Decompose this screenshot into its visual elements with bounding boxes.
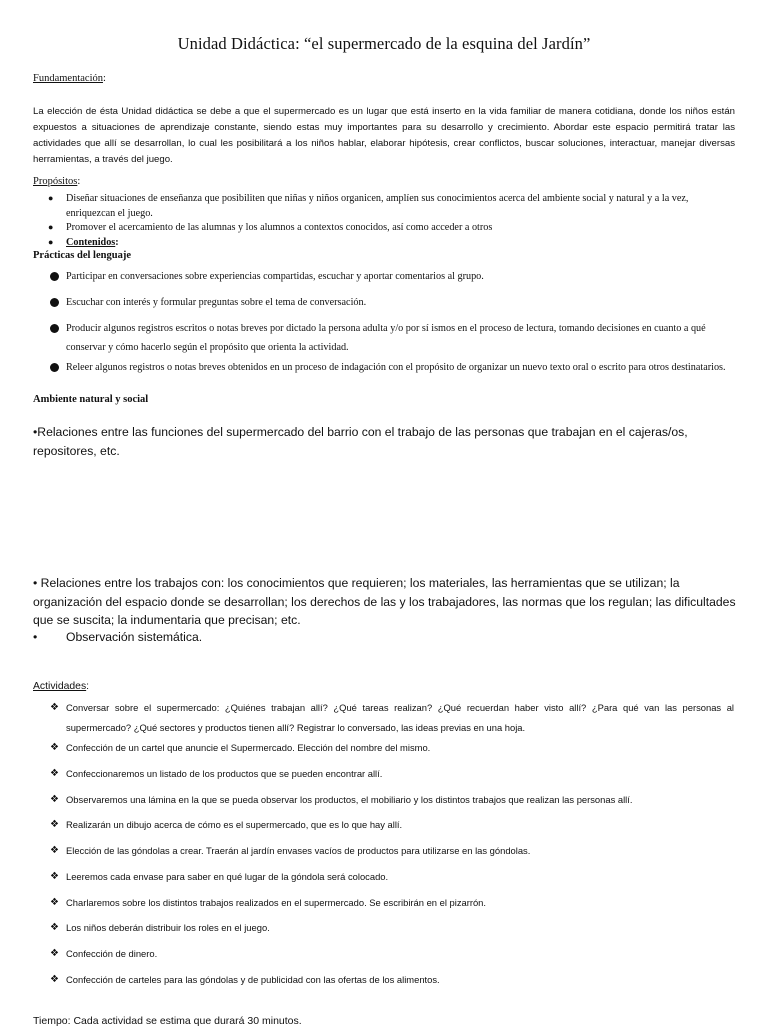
actividades-label — [33, 681, 89, 692]
bullet-icon: ● — [48, 222, 54, 232]
bullet-icon — [50, 272, 59, 281]
practica-item-text: Escuchar con interés y formular preguntas sobre el tema de conversación. — [66, 297, 367, 308]
diamond-bullet-icon: ❖ — [50, 922, 59, 933]
diamond-bullet-icon: ❖ — [50, 897, 59, 908]
document-title: Unidad Didáctica: “el supermercado de la esquina del Jardín” — [177, 34, 591, 53]
practica-item-text: Participar en conversaciones sobre experiencias compartidas, escuchar y aportar comentarios al grupo. — [66, 271, 484, 282]
propositos-label-text: Propósitos — [33, 176, 78, 187]
tiempo-text: Tiempo: Cada actividad se estima que durará 30 minutos. — [33, 1015, 302, 1027]
ambiente-paragraph-1: •Relaciones entre las funciones del supermercado del barrio con el trabajo de las personas que trabajan en el cajeras/os, repositores, etc. — [33, 425, 688, 458]
actividad-item-text: Confección de dinero. — [66, 948, 158, 959]
fundamentacion-label — [33, 73, 106, 84]
bullet-icon: • — [33, 630, 38, 644]
proposito-item-text: Promover el acercamiento de las alumnas y los alumnos a contextos conocidos, así como acceder a otros — [66, 222, 493, 233]
actividad-item-text: Leeremos cada envase para saber en qué lugar de la góndola será colocado. — [66, 871, 389, 882]
ambiente-heading: Ambiente natural y social — [33, 394, 149, 405]
diamond-bullet-icon: ❖ — [50, 768, 59, 779]
actividad-item-text: Confección de carteles para las góndolas y de publicidad con las ofertas de los alimentos. — [66, 974, 440, 985]
diamond-bullet-icon: ❖ — [50, 742, 59, 753]
propositos-label — [33, 176, 80, 187]
actividad-item-text: Los niños deberán distribuir los roles en el juego. — [66, 922, 270, 933]
actividades-label-text: Actividades — [33, 681, 87, 692]
actividad-item-text: Confeccionaremos un listado de los productos que se pueden encontrar allí. — [66, 768, 383, 779]
actividad-item-text: Conversar sobre el supermercado: ¿Quiénes trabajan allí? ¿Qué tareas realizan? ¿Qué recuerdan haber visto allí? ¿Para qué van las personas al supermercado? ¿Qué sectores y productos tienen allí? Registrar lo conversado, las ideas previas en una hoja. — [66, 702, 734, 733]
contenidos-label-text: Contenidos — [66, 237, 116, 248]
practica-item-text: Producir algunos registros escritos o notas breves por dictado la persona adulta y/o por sí ismos en el proceso de lectura, tomando decisiones en cuanto a qué conservar y cómo hacerlo según el propósito que orienta la actividad. — [66, 323, 706, 353]
bullet-icon — [50, 324, 59, 333]
bullet-icon: ● — [48, 193, 54, 203]
diamond-bullet-icon: ❖ — [50, 974, 59, 985]
fundamentacion-colon: : — [102, 73, 106, 84]
diamond-bullet-icon: ❖ — [50, 871, 59, 882]
bullet-icon: ● — [48, 237, 54, 247]
diamond-bullet-icon: ❖ — [50, 948, 59, 959]
practicas-heading: Prácticas del lenguaje — [33, 250, 131, 261]
contenidos-label — [66, 235, 738, 250]
diamond-bullet-icon: ❖ — [50, 702, 59, 713]
bullet-icon — [50, 363, 59, 372]
actividad-item-text: Elección de las góndolas a crear. Traerán al jardín envases vacíos de productos para utilizarse en las góndolas. — [66, 845, 531, 856]
diamond-bullet-icon: ❖ — [50, 845, 59, 856]
diamond-bullet-icon: ❖ — [50, 819, 59, 830]
actividad-item-text: Charlaremos sobre los distintos trabajos realizados en el supermercado. Se escribirán en el pizarrón. — [66, 897, 486, 908]
bullet-icon — [50, 298, 59, 307]
fundamentacion-label-text: Fundamentación — [33, 73, 103, 84]
proposito-item-text: Diseñar situaciones de enseñanza que posibiliten que niñas y niños organicen, amplíen sus conocimientos acerca del ambiente social y natural y a la vez, enriquezcan el juego. — [66, 193, 689, 219]
contenidos-colon: : — [115, 237, 119, 248]
ambiente-paragraph-3-text: Observación sistemática. — [66, 630, 203, 644]
actividades-colon: : — [86, 681, 90, 692]
diamond-bullet-icon: ❖ — [50, 794, 59, 805]
propositos-colon: : — [77, 176, 81, 187]
practica-item-text: Releer algunos registros o notas breves obtenidos en un proceso de indagación con el propósito de organizar un nuevo texto oral o escrito para otros destinatarios. — [66, 362, 726, 373]
actividad-item-text: Realizarán un dibujo acerca de cómo es el supermercado, que es lo que hay allí. — [66, 819, 403, 830]
ambiente-paragraph-2: • Relaciones entre los trabajos con: los conocimientos que requieren; los materiales, las herramientas que se utilizan; la organización del espacio donde se desarrollan; los derechos de las y los trabajadores, las normas que los regulan; las dificultades que se suscita; la indumentaria que precisan; etc. — [33, 576, 736, 627]
actividad-item-text: Observaremos una lámina en la que se pueda observar los productos, el mobiliario y los distintos trabajos que realizan las personas allí. — [66, 794, 633, 805]
fundamentacion-text: La elección de ésta Unidad didáctica se debe a que el supermercado es un lugar que está inserto en la vida familiar de manera cotidiana, donde los niños están expuestos a situaciones de aprendizaje constante, siendo estas muy importantes para su desarrollo y crecimiento. Abordar este espacio permitirá tratar las actividades que allí se desarrollan, lo cual les posibilitará a los niños hablar, elaborar hipótesis, crear conflictos, buscar soluciones, interactuar, manejar diversas herramientas, a través del juego. — [33, 106, 735, 165]
actividad-item-text: Confección de un cartel que anuncie el Supermercado. Elección del nombre del mismo. — [66, 742, 431, 753]
